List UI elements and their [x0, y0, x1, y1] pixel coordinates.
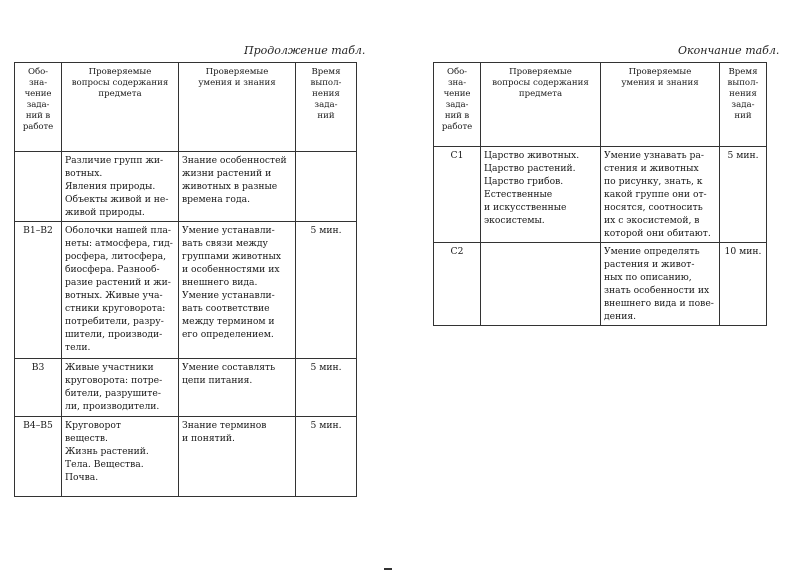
- text-line: Круговорот: [65, 420, 121, 431]
- text-line: Умение составлять: [182, 362, 276, 373]
- skills-cell: [179, 222, 296, 359]
- text-line: Проверяемые: [88, 67, 152, 77]
- text-line: ний: [734, 111, 752, 121]
- text-line: Обо-: [28, 67, 48, 77]
- text-line: жизни растений и: [182, 168, 272, 179]
- text-line: Царство грибов.: [484, 176, 564, 187]
- text-line: Время: [311, 67, 341, 77]
- right-table: [433, 62, 767, 326]
- table-row: [434, 147, 767, 243]
- left-table-caption: Продолжение табл.: [244, 44, 366, 57]
- text-line: потребители, разру-: [65, 316, 164, 327]
- content-cell: [481, 147, 601, 243]
- text-line: бители, разрушите-: [65, 388, 161, 399]
- text-line: Царство животных.: [484, 150, 580, 161]
- text-line: вопросы содержания: [71, 78, 169, 88]
- table-row: [15, 152, 357, 222]
- task-code-cell: С2: [434, 243, 481, 326]
- text-line: Знание терминов: [182, 420, 267, 431]
- text-line: и особенностями их: [182, 264, 280, 275]
- text-line: предмета: [518, 89, 563, 99]
- text-line: группами животных: [182, 251, 281, 262]
- text-line: стники круговорота:: [65, 303, 166, 314]
- text-line: Объекты живой и не-: [65, 194, 169, 205]
- text-line: экосистемы.: [484, 215, 545, 226]
- text-line: умения и знания: [621, 78, 699, 88]
- text-line: Умение узнавать ра-: [604, 150, 704, 161]
- text-line: Живые участники: [65, 362, 154, 373]
- text-line: вать соответствие: [182, 303, 270, 314]
- time-cell: 5 мин.: [296, 359, 357, 417]
- page-number-mark: [384, 568, 392, 570]
- text-line: Знание особенностей: [182, 155, 287, 166]
- time-cell: 5 мин.: [296, 417, 357, 497]
- task-code-cell: В4–В5: [15, 417, 62, 497]
- time-cell: 5 мин.: [720, 147, 767, 243]
- text-line: Проверяемые: [628, 67, 692, 77]
- text-line: нения: [312, 89, 340, 99]
- text-line: Обо-: [447, 67, 467, 77]
- text-line: Умение определять: [604, 246, 700, 257]
- text-line: зада-: [731, 100, 755, 110]
- time-cell: 5 мин.: [296, 222, 357, 359]
- text-line: выпол-: [727, 78, 759, 88]
- header-content: [62, 63, 179, 152]
- text-line: Умение устанавли-: [182, 290, 275, 301]
- text-line: Явления природы.: [65, 181, 156, 192]
- text-line: зна-: [28, 78, 48, 88]
- text-line: Естественные: [484, 189, 553, 200]
- header-code: [434, 63, 481, 147]
- text-line: между термином и: [182, 316, 275, 327]
- table-row: [15, 359, 357, 417]
- content-cell: [481, 243, 601, 326]
- text-line: Почва.: [65, 472, 99, 483]
- text-line: и понятий.: [182, 433, 235, 444]
- text-line: ний: [317, 111, 335, 121]
- text-line: Время: [728, 67, 758, 77]
- skills-cell: [601, 243, 720, 326]
- header-skills: [601, 63, 720, 147]
- text-line: ний в: [444, 111, 470, 121]
- text-line: растения и живот-: [604, 259, 695, 270]
- table-row: [15, 222, 357, 359]
- text-line: вотных.: [65, 168, 103, 179]
- text-line: живой природы.: [65, 207, 145, 218]
- text-line: их с экосистемой, в: [604, 215, 700, 226]
- time-cell: 10 мин.: [720, 243, 767, 326]
- text-line: какой группе они от-: [604, 189, 707, 200]
- table-header-row: [15, 63, 357, 152]
- task-code-cell: С1: [434, 147, 481, 243]
- task-code-cell: В1–В2: [15, 222, 62, 359]
- text-line: носятся, соотносить: [604, 202, 703, 213]
- text-line: зада-: [445, 100, 469, 110]
- content-cell: [62, 417, 179, 497]
- skills-cell: [179, 359, 296, 417]
- table-row: [15, 417, 357, 497]
- right-table-caption: Окончание табл.: [678, 44, 780, 57]
- content-cell: [62, 152, 179, 222]
- text-line: Жизнь растений.: [65, 446, 149, 457]
- text-line: веществ.: [65, 433, 108, 444]
- text-line: выпол-: [310, 78, 342, 88]
- text-line: биосфера. Разнооб-: [65, 264, 160, 275]
- text-line: ли, производители.: [65, 401, 160, 412]
- text-line: чение: [443, 89, 471, 99]
- text-line: разие растений и жи-: [65, 277, 171, 288]
- text-line: Проверяемые: [509, 67, 572, 77]
- text-line: времена года.: [182, 194, 250, 205]
- text-line: росфера, литосфера,: [65, 251, 167, 262]
- text-line: ных по описанию,: [604, 272, 692, 283]
- text-line: животных в разные: [182, 181, 278, 192]
- text-line: Тела. Вещества.: [65, 459, 144, 470]
- text-line: по рисунку, знать, к: [604, 176, 703, 187]
- text-line: его определением.: [182, 329, 274, 340]
- content-cell: [62, 222, 179, 359]
- task-code-cell: В3: [15, 359, 62, 417]
- text-line: шители, производи-: [65, 329, 163, 340]
- text-line: цепи питания.: [182, 375, 253, 386]
- table-row: [434, 243, 767, 326]
- header-content: [481, 63, 601, 147]
- skills-cell: [179, 152, 296, 222]
- text-line: Умение устанавли-: [182, 225, 275, 236]
- text-line: вопросы содержания: [492, 78, 589, 88]
- text-line: тели.: [65, 342, 91, 353]
- header-time: [720, 63, 767, 147]
- text-line: внешнего вида.: [182, 277, 258, 288]
- header-skills: [179, 63, 296, 152]
- text-line: знать особенности их: [604, 285, 710, 296]
- text-line: работе: [441, 122, 473, 132]
- text-line: умения и знания: [198, 78, 276, 88]
- text-line: неты: атмосфера, гид-: [65, 238, 173, 249]
- header-code: [15, 63, 62, 152]
- text-line: Проверяемые: [205, 67, 269, 77]
- text-line: Оболочки нашей пла-: [65, 225, 171, 236]
- skills-cell: [601, 147, 720, 243]
- text-line: работе: [22, 122, 54, 132]
- text-line: вать связи между: [182, 238, 268, 249]
- text-line: Различие групп жи-: [65, 155, 164, 166]
- time-cell: [296, 152, 357, 222]
- text-line: круговорота: потре-: [65, 375, 163, 386]
- text-line: зада-: [26, 100, 50, 110]
- text-line: стения и животных: [604, 163, 699, 174]
- text-line: предмета: [98, 89, 142, 99]
- skills-cell: [179, 417, 296, 497]
- text-line: нения: [729, 89, 757, 99]
- content-cell: [62, 359, 179, 417]
- text-line: Царство растений.: [484, 163, 576, 174]
- text-line: чение: [24, 89, 52, 99]
- text-line: дения.: [604, 311, 637, 322]
- text-line: внешнего вида и пове-: [604, 298, 714, 309]
- left-table: [14, 62, 357, 497]
- header-time: [296, 63, 357, 152]
- text-line: зада-: [314, 100, 338, 110]
- text-line: вотных. Живые уча-: [65, 290, 163, 301]
- text-line: ний в: [25, 111, 51, 121]
- text-line: которой они обитают.: [604, 228, 711, 239]
- task-code-cell: [15, 152, 62, 222]
- table-header-row: [434, 63, 767, 147]
- text-line: и искусственные: [484, 202, 567, 213]
- text-line: зна-: [447, 78, 467, 88]
